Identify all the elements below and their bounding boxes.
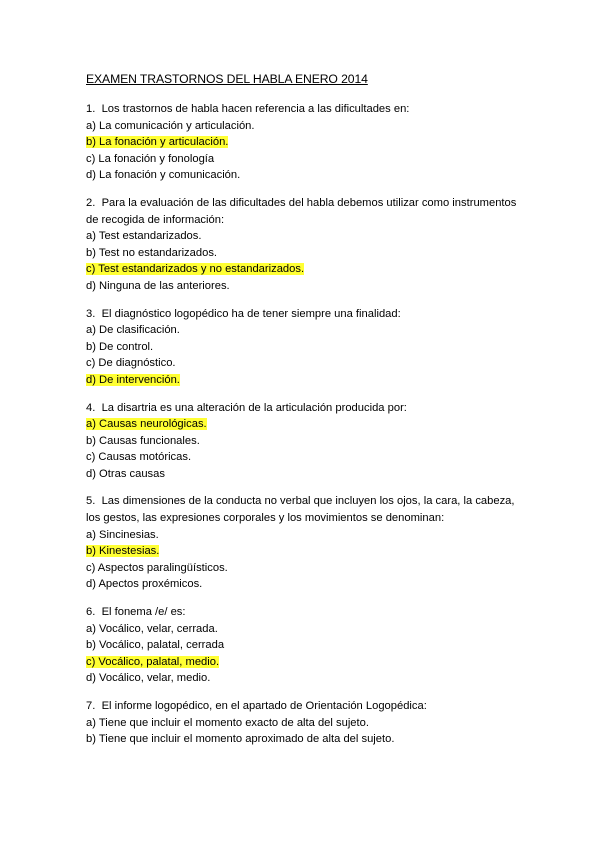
option-text: a) Causas neurológicas.: [86, 418, 207, 431]
question-number: 3.: [86, 307, 96, 320]
option-text: d) La fonación y comunicación.: [86, 169, 241, 182]
question-6: [86, 604, 526, 687]
option-a: [86, 621, 526, 638]
option-d: [86, 466, 526, 483]
option-text: d) Ninguna de las anteriores.: [86, 279, 230, 292]
question-body: El diagnóstico logopédico ha de tener siempre una finalidad:: [101, 307, 401, 320]
option-b: [86, 433, 526, 450]
question-body: Las dimensiones de la conducta no verbal que incluyen los ojos, la cara, la cabeza, los gestos, las expresiones corporales y los movimientos se denominan:: [86, 495, 515, 525]
option-text: a) Sincinesias.: [86, 528, 159, 541]
option-c-correct: [86, 261, 526, 278]
option-c: [86, 449, 526, 466]
question-number: 4.: [86, 401, 96, 414]
option-text: c) Test estandarizados y no estandarizados.: [86, 263, 305, 276]
option-text: d) Apectos proxémicos.: [86, 578, 203, 591]
option-c: [86, 355, 526, 372]
option-text: c) La fonación y fonología: [86, 152, 215, 165]
option-c: [86, 560, 526, 577]
option-text: b) Causas funcionales.: [86, 434, 200, 447]
option-text: c) Vocálico, palatal, medio.: [86, 655, 220, 668]
option-b: [86, 731, 526, 748]
option-text: b) Kinestesias.: [86, 545, 160, 558]
option-text: c) De diagnóstico.: [86, 357, 176, 370]
question-7: [86, 698, 526, 748]
question-text: [86, 493, 526, 526]
option-b-correct: [86, 543, 526, 560]
option-text: c) Causas motóricas.: [86, 451, 192, 464]
question-text: [86, 195, 526, 228]
option-a: [86, 118, 526, 135]
option-d: [86, 576, 526, 593]
option-text: b) Tiene que incluir el momento aproximado de alta del sujeto.: [86, 733, 395, 746]
exam-document: [86, 70, 526, 759]
question-body: Los trastornos de habla hacen referencia a las dificultades en:: [101, 103, 410, 115]
question-list: [86, 101, 526, 748]
option-a: [86, 527, 526, 544]
option-c: [86, 151, 526, 168]
option-text: c) Aspectos paralingüísticos.: [86, 561, 228, 574]
option-d: [86, 670, 526, 687]
option-b: [86, 339, 526, 356]
question-number: 2.: [86, 196, 96, 209]
question-body: El informe logopédico, en el apartado de Orientación Logopédica:: [101, 700, 427, 712]
option-b: [86, 637, 526, 654]
option-d-correct: [86, 372, 526, 389]
question-5: [86, 493, 526, 593]
question-2: [86, 195, 526, 295]
option-b: [86, 245, 526, 262]
option-text: b) Vocálico, palatal, cerrada: [86, 639, 225, 652]
question-text: [86, 400, 526, 417]
question-text: [86, 698, 526, 715]
option-text: d) Vocálico, velar, medio.: [86, 672, 211, 685]
option-text: a) La comunicación y articulación.: [86, 119, 255, 132]
question-body: Para la evaluación de las dificultades del habla debemos utilizar como instrumentos de recogida de información:: [86, 196, 517, 226]
option-text: a) Tiene que incluir el momento exacto de alta del sujeto.: [86, 716, 369, 729]
question-body: El fonema /e/ es:: [101, 606, 186, 619]
option-text: b) Test no estandarizados.: [86, 246, 218, 259]
option-b-correct: [86, 134, 526, 151]
option-d: [86, 278, 526, 295]
question-number: 6.: [86, 606, 96, 619]
option-text: a) Vocálico, velar, cerrada.: [86, 622, 218, 635]
option-d: [86, 167, 526, 184]
question-number: 7.: [86, 700, 96, 712]
option-a: [86, 715, 526, 732]
question-3: [86, 306, 526, 389]
question-body: La disartria es una alteración de la articulación producida por:: [101, 401, 407, 414]
option-text: d) De intervención.: [86, 373, 180, 386]
option-a-correct: [86, 416, 526, 433]
option-text: b) La fonación y articulación.: [86, 136, 229, 149]
option-c-correct: [86, 654, 526, 671]
question-text: [86, 101, 526, 118]
document-title: EXAMEN TRASTORNOS DEL HABLA ENERO 2014: [86, 72, 368, 86]
question-text: [86, 306, 526, 323]
option-text: a) Test estandarizados.: [86, 230, 202, 243]
question-number: 5.: [86, 495, 96, 508]
question-1: [86, 101, 526, 184]
option-text: b) De control.: [86, 340, 154, 353]
option-a: [86, 322, 526, 339]
question-text: [86, 604, 526, 621]
question-number: 1.: [86, 103, 96, 115]
option-text: d) Otras causas: [86, 467, 165, 480]
option-a: [86, 228, 526, 245]
question-4: [86, 400, 526, 483]
option-text: a) De clasificación.: [86, 324, 180, 337]
